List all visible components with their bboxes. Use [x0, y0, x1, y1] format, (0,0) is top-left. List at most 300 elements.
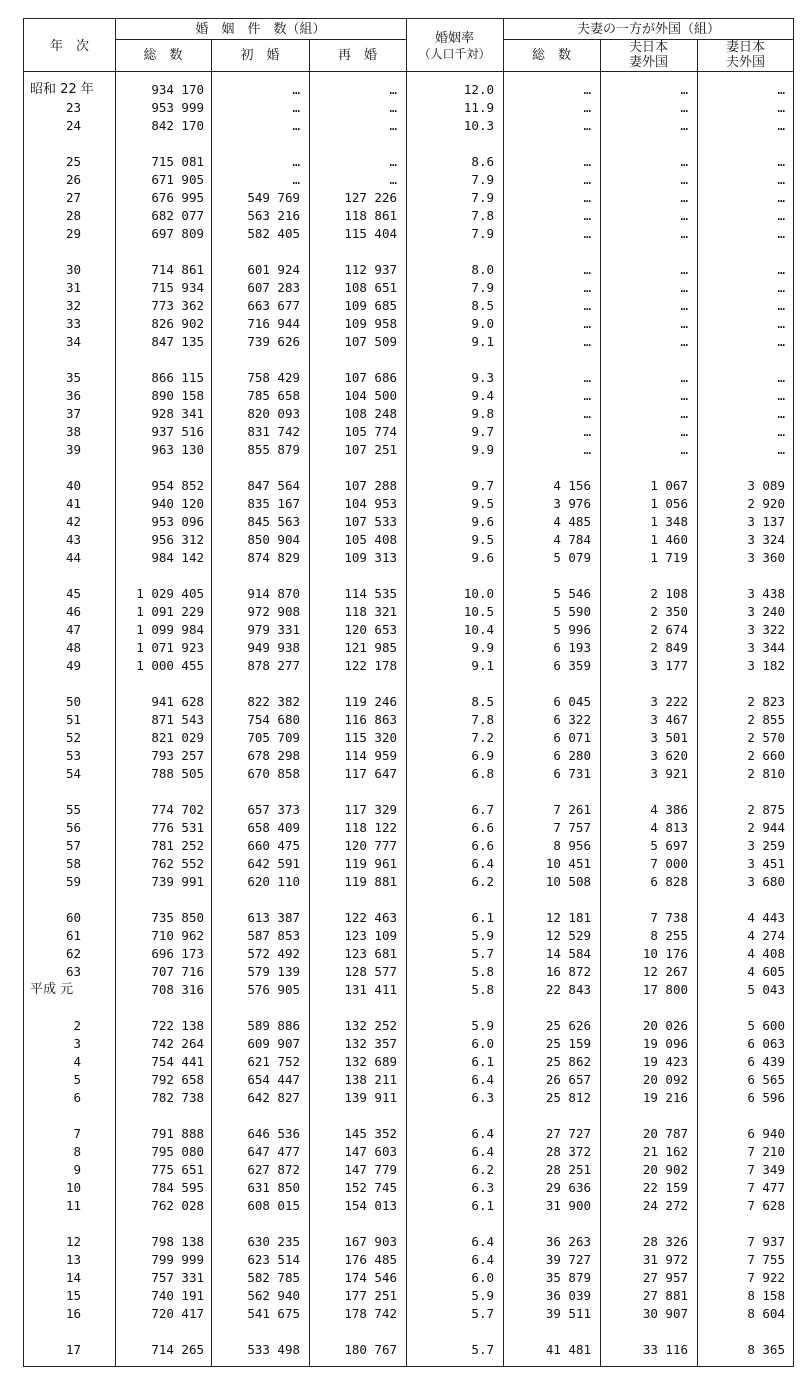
- cell-total: 676 995: [151, 190, 204, 205]
- cell-rate: 5.7: [471, 1306, 494, 1321]
- header-wife-foreign: 妻外国: [628, 55, 668, 70]
- cell-husband-japanese: 10 176: [642, 946, 688, 961]
- cell-husband-japanese: 7 738: [650, 910, 688, 925]
- cell-wife-japanese: 6 940: [747, 1126, 785, 1141]
- cell-wife-japanese: …: [777, 172, 785, 187]
- cell-intl-total: 12 181: [545, 910, 591, 925]
- cell-total: 671 905: [151, 172, 204, 187]
- cell-wife-japanese: 6 063: [747, 1036, 785, 1051]
- cell-first-marriage: 979 331: [247, 622, 300, 637]
- cell-wife-japanese: 2 875: [747, 802, 785, 817]
- marriage-statistics-table: [23, 18, 794, 1367]
- cell-year: 51: [65, 712, 81, 727]
- cell-first-marriage: 654 447: [247, 1072, 300, 1087]
- cell-rate: 9.7: [471, 424, 494, 439]
- cell-remarriage: 115 404: [344, 226, 397, 241]
- cell-rate: 6.3: [471, 1180, 494, 1195]
- cell-first-marriage: 678 298: [247, 748, 300, 763]
- cell-husband-japanese: …: [680, 82, 688, 97]
- cell-husband-japanese: …: [680, 298, 688, 313]
- cell-remarriage: 118 861: [344, 208, 397, 223]
- cell-rate: 6.3: [471, 1090, 494, 1105]
- cell-intl-total: 4 156: [553, 478, 591, 493]
- cell-year: 32: [65, 298, 81, 313]
- cell-husband-japanese: 1 067: [650, 478, 688, 493]
- cell-total: 788 505: [151, 766, 204, 781]
- cell-husband-japanese: …: [680, 406, 688, 421]
- cell-first-marriage: 582 785: [247, 1270, 300, 1285]
- cell-wife-japanese: 8 365: [747, 1342, 785, 1357]
- cell-first-marriage: 642 827: [247, 1090, 300, 1105]
- cell-remarriage: …: [389, 118, 397, 133]
- cell-first-marriage: 576 905: [247, 982, 300, 997]
- cell-husband-japanese: 19 096: [642, 1036, 688, 1051]
- cell-intl-total: 29 636: [545, 1180, 591, 1195]
- cell-total: 937 516: [151, 424, 204, 439]
- cell-intl-total: 10 451: [545, 856, 591, 871]
- cell-year: 57: [65, 838, 81, 853]
- cell-wife-japanese: 4 443: [747, 910, 785, 925]
- cell-remarriage: 154 013: [344, 1198, 397, 1213]
- cell-rate: 9.9: [471, 442, 494, 457]
- header-subdivider: [115, 39, 406, 40]
- cell-first-marriage: 579 139: [247, 964, 300, 979]
- header-year: 年 次: [49, 39, 89, 54]
- cell-rate: 6.9: [471, 748, 494, 763]
- cell-wife-japanese: 7 210: [747, 1144, 785, 1159]
- cell-husband-japanese: 5 697: [650, 838, 688, 853]
- cell-year: 59: [65, 874, 81, 889]
- cell-first-marriage: 613 387: [247, 910, 300, 925]
- cell-remarriage: 108 651: [344, 280, 397, 295]
- cell-husband-japanese: …: [680, 442, 688, 457]
- cell-year: 62: [65, 946, 81, 961]
- cell-first-marriage: 670 858: [247, 766, 300, 781]
- cell-intl-total: …: [583, 118, 591, 133]
- cell-first-marriage: 660 475: [247, 838, 300, 853]
- cell-rate: 9.8: [471, 406, 494, 421]
- cell-remarriage: 180 767: [344, 1342, 397, 1357]
- cell-total: 776 531: [151, 820, 204, 835]
- cell-intl-total: 27 727: [545, 1126, 591, 1141]
- cell-year: 40: [65, 478, 81, 493]
- cell-total: 934 170: [151, 82, 204, 97]
- cell-intl-total: …: [583, 226, 591, 241]
- cell-year: 14: [65, 1270, 81, 1285]
- cell-rate: 9.1: [471, 658, 494, 673]
- cell-husband-japanese: 3 921: [650, 766, 688, 781]
- cell-first-marriage: 658 409: [247, 820, 300, 835]
- cell-husband-japanese: 20 026: [642, 1018, 688, 1033]
- cell-remarriage: 119 246: [344, 694, 397, 709]
- header-rate: 婚姻率: [434, 31, 474, 46]
- header-intl-total: 総 数: [531, 48, 571, 63]
- cell-total: 795 080: [151, 1144, 204, 1159]
- cell-first-marriage: …: [292, 82, 300, 97]
- cell-husband-japanese: …: [680, 370, 688, 385]
- cell-husband-japanese: 6 828: [650, 874, 688, 889]
- cell-year: 46: [65, 604, 81, 619]
- cell-remarriage: 109 958: [344, 316, 397, 331]
- cell-first-marriage: 572 492: [247, 946, 300, 961]
- cell-intl-total: 6 045: [553, 694, 591, 709]
- cell-husband-japanese: 28 326: [642, 1234, 688, 1249]
- cell-remarriage: …: [389, 82, 397, 97]
- cell-remarriage: 108 248: [344, 406, 397, 421]
- cell-remarriage: 139 911: [344, 1090, 397, 1105]
- cell-remarriage: 114 535: [344, 586, 397, 601]
- header-total: 総 数: [143, 48, 183, 63]
- cell-remarriage: …: [389, 100, 397, 115]
- cell-intl-total: …: [583, 370, 591, 385]
- cell-rate: 5.9: [471, 928, 494, 943]
- cell-year: 52: [65, 730, 81, 745]
- cell-year: 13: [65, 1252, 81, 1267]
- cell-husband-japanese: 1 056: [650, 496, 688, 511]
- cell-year: 31: [65, 280, 81, 295]
- cell-year: 2: [73, 1018, 81, 1033]
- cell-rate: 6.2: [471, 1162, 494, 1177]
- cell-husband-japanese: 22 159: [642, 1180, 688, 1195]
- cell-first-marriage: 587 853: [247, 928, 300, 943]
- cell-rate: 6.6: [471, 838, 494, 853]
- cell-total: 714 861: [151, 262, 204, 277]
- cell-total: 956 312: [151, 532, 204, 547]
- cell-intl-total: …: [583, 172, 591, 187]
- header-bottom-rule: [24, 71, 794, 72]
- cell-rate: 6.0: [471, 1036, 494, 1051]
- cell-year: 42: [65, 514, 81, 529]
- cell-rate: 7.9: [471, 190, 494, 205]
- cell-husband-japanese: 27 881: [642, 1288, 688, 1303]
- cell-year: 4: [73, 1054, 81, 1069]
- cell-husband-japanese: 4 386: [650, 802, 688, 817]
- cell-total: 720 417: [151, 1306, 204, 1321]
- cell-year: 38: [65, 424, 81, 439]
- cell-wife-japanese: 3 182: [747, 658, 785, 673]
- cell-total: 871 543: [151, 712, 204, 727]
- cell-intl-total: …: [583, 442, 591, 457]
- cell-rate: 9.7: [471, 478, 494, 493]
- cell-total: 799 999: [151, 1252, 204, 1267]
- cell-year: 34: [65, 334, 81, 349]
- cell-intl-total: 25 862: [545, 1054, 591, 1069]
- cell-total: 793 257: [151, 748, 204, 763]
- cell-remarriage: 127 226: [344, 190, 397, 205]
- cell-first-marriage: 642 591: [247, 856, 300, 871]
- cell-intl-total: …: [583, 298, 591, 313]
- cell-year: 7: [73, 1126, 81, 1141]
- cell-husband-japanese: …: [680, 118, 688, 133]
- cell-wife-japanese: …: [777, 334, 785, 349]
- cell-first-marriage: 627 872: [247, 1162, 300, 1177]
- cell-first-marriage: 601 924: [247, 262, 300, 277]
- cell-remarriage: 114 959: [344, 748, 397, 763]
- cell-total: 781 252: [151, 838, 204, 853]
- cell-wife-japanese: 7 349: [747, 1162, 785, 1177]
- cell-first-marriage: 549 769: [247, 190, 300, 205]
- cell-remarriage: 117 647: [344, 766, 397, 781]
- cell-husband-japanese: …: [680, 388, 688, 403]
- cell-total: 774 702: [151, 802, 204, 817]
- cell-rate: 6.4: [471, 1126, 494, 1141]
- cell-wife-japanese: 3 344: [747, 640, 785, 655]
- cell-intl-total: 7 757: [553, 820, 591, 835]
- cell-first-marriage: 582 405: [247, 226, 300, 241]
- cell-year: 25: [65, 154, 81, 169]
- cell-husband-japanese: 17 800: [642, 982, 688, 997]
- cell-wife-japanese: 3 360: [747, 550, 785, 565]
- cell-intl-total: 6 359: [553, 658, 591, 673]
- cell-intl-total: 41 481: [545, 1342, 591, 1357]
- cell-remarriage: 109 313: [344, 550, 397, 565]
- cell-year: 昭和 22 年: [30, 82, 94, 97]
- cell-remarriage: 105 774: [344, 424, 397, 439]
- cell-intl-total: 25 626: [545, 1018, 591, 1033]
- cell-first-marriage: 631 850: [247, 1180, 300, 1195]
- cell-first-marriage: 914 870: [247, 586, 300, 601]
- cell-wife-japanese: 8 604: [747, 1306, 785, 1321]
- cell-husband-japanese: 21 162: [642, 1144, 688, 1159]
- cell-intl-total: 6 071: [553, 730, 591, 745]
- header-rate-unit: （人口千対）: [418, 47, 491, 61]
- cell-wife-japanese: 2 855: [747, 712, 785, 727]
- cell-husband-japanese: 3 620: [650, 748, 688, 763]
- cell-year: 45: [65, 586, 81, 601]
- cell-remarriage: 121 985: [344, 640, 397, 655]
- cell-first-marriage: 716 944: [247, 316, 300, 331]
- cell-rate: 6.4: [471, 856, 494, 871]
- cell-year: 30: [65, 262, 81, 277]
- cell-rate: 6.4: [471, 1144, 494, 1159]
- cell-wife-japanese: …: [777, 406, 785, 421]
- cell-wife-japanese: 3 438: [747, 586, 785, 601]
- cell-total: 782 738: [151, 1090, 204, 1105]
- cell-rate: 6.4: [471, 1072, 494, 1087]
- cell-wife-japanese: 2 810: [747, 766, 785, 781]
- cell-total: 714 265: [151, 1342, 204, 1357]
- cell-husband-japanese: …: [680, 172, 688, 187]
- cell-total: 784 595: [151, 1180, 204, 1195]
- cell-year: 29: [65, 226, 81, 241]
- cell-wife-japanese: 3 324: [747, 532, 785, 547]
- cell-husband-japanese: 3 501: [650, 730, 688, 745]
- cell-husband-japanese: …: [680, 334, 688, 349]
- cell-husband-japanese: …: [680, 208, 688, 223]
- cell-intl-total: 12 529: [545, 928, 591, 943]
- cell-intl-total: 26 657: [545, 1072, 591, 1087]
- cell-year: 23: [65, 100, 81, 115]
- cell-wife-japanese: …: [777, 208, 785, 223]
- cell-first-marriage: 754 680: [247, 712, 300, 727]
- cell-remarriage: 120 653: [344, 622, 397, 637]
- cell-rate: 7.9: [471, 280, 494, 295]
- cell-rate: 8.0: [471, 262, 494, 277]
- cell-year: 41: [65, 496, 81, 511]
- cell-rate: 12.0: [463, 82, 494, 97]
- cell-husband-japanese: 33 116: [642, 1342, 688, 1357]
- cell-intl-total: …: [583, 154, 591, 169]
- cell-remarriage: 107 509: [344, 334, 397, 349]
- cell-intl-total: 6 731: [553, 766, 591, 781]
- cell-wife-japanese: …: [777, 298, 785, 313]
- cell-wife-japanese: 3 259: [747, 838, 785, 853]
- cell-husband-japanese: …: [680, 280, 688, 295]
- cell-first-marriage: 831 742: [247, 424, 300, 439]
- cell-husband-japanese: 1 719: [650, 550, 688, 565]
- cell-remarriage: 118 122: [344, 820, 397, 835]
- cell-first-marriage: 874 829: [247, 550, 300, 565]
- cell-remarriage: 167 903: [344, 1234, 397, 1249]
- cell-total: 710 962: [151, 928, 204, 943]
- cell-intl-total: 7 261: [553, 802, 591, 817]
- cell-intl-total: 14 584: [545, 946, 591, 961]
- cell-year: 10: [65, 1180, 81, 1195]
- cell-remarriage: 177 251: [344, 1288, 397, 1303]
- cell-remarriage: 123 109: [344, 928, 397, 943]
- cell-husband-japanese: 30 907: [642, 1306, 688, 1321]
- cell-remarriage: 123 681: [344, 946, 397, 961]
- cell-rate: 9.0: [471, 316, 494, 331]
- cell-wife-japanese: 6 596: [747, 1090, 785, 1105]
- cell-first-marriage: 621 752: [247, 1054, 300, 1069]
- cell-wife-japanese: …: [777, 100, 785, 115]
- cell-remarriage: 107 288: [344, 478, 397, 493]
- cell-rate: 5.9: [471, 1288, 494, 1303]
- cell-husband-japanese: …: [680, 424, 688, 439]
- cell-total: 798 138: [151, 1234, 204, 1249]
- cell-first-marriage: …: [292, 172, 300, 187]
- cell-remarriage: 117 329: [344, 802, 397, 817]
- cell-husband-japanese: …: [680, 226, 688, 241]
- cell-intl-total: 39 727: [545, 1252, 591, 1267]
- cell-wife-japanese: 7 477: [747, 1180, 785, 1195]
- cell-year: 53: [65, 748, 81, 763]
- header-husband-japanese: 夫日本: [628, 40, 668, 55]
- cell-total: 1 091 229: [136, 604, 204, 619]
- cell-husband-japanese: 2 674: [650, 622, 688, 637]
- cell-husband-japanese: 1 348: [650, 514, 688, 529]
- cell-intl-total: 5 590: [553, 604, 591, 619]
- cell-year: 55: [65, 802, 81, 817]
- cell-remarriage: 120 777: [344, 838, 397, 853]
- cell-wife-japanese: 7 628: [747, 1198, 785, 1213]
- cell-husband-japanese: 12 267: [642, 964, 688, 979]
- cell-rate: 9.6: [471, 550, 494, 565]
- cell-remarriage: 152 745: [344, 1180, 397, 1195]
- cell-intl-total: 35 879: [545, 1270, 591, 1285]
- cell-intl-total: 25 812: [545, 1090, 591, 1105]
- cell-remarriage: 128 577: [344, 964, 397, 979]
- cell-total: 890 158: [151, 388, 204, 403]
- cell-rate: 6.1: [471, 1198, 494, 1213]
- cell-first-marriage: 822 382: [247, 694, 300, 709]
- cell-first-marriage: 663 677: [247, 298, 300, 313]
- cell-remarriage: 178 742: [344, 1306, 397, 1321]
- cell-rate: 7.9: [471, 172, 494, 187]
- cell-remarriage: 138 211: [344, 1072, 397, 1087]
- cell-total: 928 341: [151, 406, 204, 421]
- cell-husband-japanese: …: [680, 154, 688, 169]
- cell-wife-japanese: …: [777, 370, 785, 385]
- cell-wife-japanese: 7 922: [747, 1270, 785, 1285]
- cell-total: 775 651: [151, 1162, 204, 1177]
- cell-rate: 6.4: [471, 1252, 494, 1267]
- cell-year: 28: [65, 208, 81, 223]
- cell-year: 60: [65, 910, 81, 925]
- cell-total: 941 628: [151, 694, 204, 709]
- cell-husband-japanese: 8 255: [650, 928, 688, 943]
- cell-husband-japanese: …: [680, 262, 688, 277]
- cell-year: 37: [65, 406, 81, 421]
- cell-first-marriage: 850 904: [247, 532, 300, 547]
- cell-intl-total: 5 996: [553, 622, 591, 637]
- cell-rate: 9.6: [471, 514, 494, 529]
- cell-wife-japanese: …: [777, 442, 785, 457]
- cell-intl-total: 28 372: [545, 1144, 591, 1159]
- cell-intl-total: …: [583, 262, 591, 277]
- cell-total: 762 552: [151, 856, 204, 871]
- cell-husband-japanese: 27 957: [642, 1270, 688, 1285]
- cell-intl-total: …: [583, 280, 591, 295]
- cell-remarriage: 104 500: [344, 388, 397, 403]
- cell-remarriage: 115 320: [344, 730, 397, 745]
- cell-husband-japanese: 20 902: [642, 1162, 688, 1177]
- cell-rate: 7.2: [471, 730, 494, 745]
- cell-total: 682 077: [151, 208, 204, 223]
- cell-first-marriage: 609 907: [247, 1036, 300, 1051]
- cell-remarriage: 107 533: [344, 514, 397, 529]
- cell-first-marriage: 972 908: [247, 604, 300, 619]
- cell-rate: 9.9: [471, 640, 494, 655]
- cell-rate: 9.5: [471, 532, 494, 547]
- cell-first-marriage: 589 886: [247, 1018, 300, 1033]
- cell-first-marriage: 949 938: [247, 640, 300, 655]
- cell-intl-total: 36 263: [545, 1234, 591, 1249]
- cell-total: 773 362: [151, 298, 204, 313]
- cell-rate: 9.5: [471, 496, 494, 511]
- cell-first-marriage: 739 626: [247, 334, 300, 349]
- cell-total: 1 071 923: [136, 640, 204, 655]
- cell-remarriage: 176 485: [344, 1252, 397, 1267]
- cell-first-marriage: 835 167: [247, 496, 300, 511]
- cell-remarriage: 107 251: [344, 442, 397, 457]
- cell-intl-total: …: [583, 406, 591, 421]
- cell-rate: 10.0: [463, 586, 494, 601]
- cell-wife-japanese: 4 274: [747, 928, 785, 943]
- cell-year: 8: [73, 1144, 81, 1159]
- cell-first-marriage: 647 477: [247, 1144, 300, 1159]
- cell-rate: 6.7: [471, 802, 494, 817]
- cell-wife-japanese: 6 439: [747, 1054, 785, 1069]
- cell-rate: 5.7: [471, 946, 494, 961]
- cell-total: 954 852: [151, 478, 204, 493]
- cell-total: 953 999: [151, 100, 204, 115]
- cell-year: 9: [73, 1162, 81, 1177]
- cell-first-marriage: 845 563: [247, 514, 300, 529]
- cell-intl-total: …: [583, 100, 591, 115]
- cell-wife-japanese: 4 408: [747, 946, 785, 961]
- cell-wife-japanese: …: [777, 118, 785, 133]
- cell-wife-japanese: …: [777, 316, 785, 331]
- cell-total: 826 902: [151, 316, 204, 331]
- cell-total: 722 138: [151, 1018, 204, 1033]
- cell-rate: 7.9: [471, 226, 494, 241]
- cell-husband-japanese: 3 177: [650, 658, 688, 673]
- cell-remarriage: 105 408: [344, 532, 397, 547]
- cell-intl-total: …: [583, 424, 591, 439]
- cell-intl-total: 10 508: [545, 874, 591, 889]
